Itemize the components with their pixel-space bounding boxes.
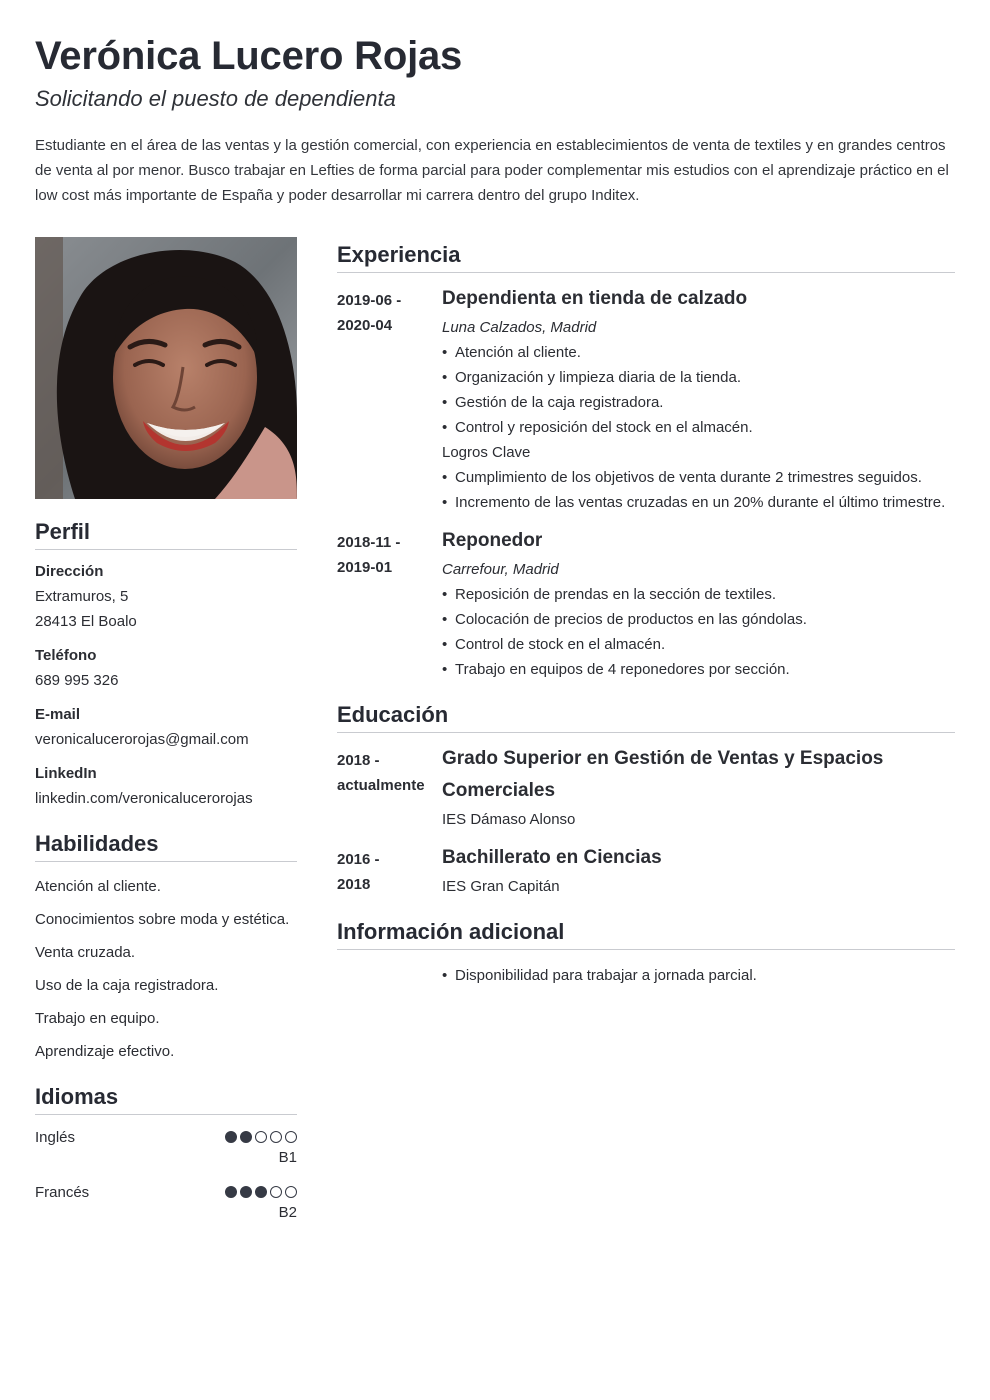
address-line1: Extramuros, 5 [35, 588, 129, 605]
duties-list [442, 340, 955, 440]
degree-title: Bachillerato en Ciencias [442, 847, 662, 868]
rating-dot-filled [225, 1131, 237, 1143]
experience-entry [337, 283, 955, 515]
skill-item: Atención al cliente. [35, 878, 161, 895]
date-start: 2018-11 - [337, 534, 401, 551]
additional-entry [337, 960, 955, 988]
achievement-item: • Cumplimiento de los objetivos de venta durante 2 trimestres seguidos. [442, 465, 955, 490]
skill-item: Trabajo en equipo. [35, 1010, 160, 1027]
rating-dot-filled [240, 1186, 252, 1198]
date-end: 2019-01 [337, 559, 393, 576]
date-start: 2016 - [337, 851, 380, 868]
duty-item: • Atención al cliente. [442, 340, 955, 365]
additional-list [442, 963, 955, 988]
language-row [35, 1125, 297, 1170]
skill-item: Venta cruzada. [35, 944, 136, 961]
rating-dot-empty [285, 1186, 297, 1198]
school-name: IES Dámaso Alonso [442, 811, 576, 828]
experience-section [337, 240, 955, 682]
skills-heading: Habilidades [35, 829, 297, 862]
rating-dot-filled [255, 1186, 267, 1198]
date-end: 2020-04 [337, 317, 393, 334]
linkedin-label: LinkedIn [35, 765, 97, 782]
job-objective: Solicitando el puesto de dependienta [35, 86, 396, 111]
employer: Carrefour, Madrid [442, 561, 559, 578]
duty-item: • Organización y limpieza diaria de la tienda. [442, 365, 955, 390]
duty-item: • Control de stock en el almacén. [442, 632, 955, 657]
education-heading: Educación [337, 700, 955, 733]
rating-dot-empty [270, 1131, 282, 1143]
date-start: 2019-06 - [337, 292, 402, 309]
additional-heading: Información adicional [337, 917, 955, 950]
additional-item: • Disponibilidad para trabajar a jornada parcial. [442, 963, 955, 988]
address-label: Dirección [35, 563, 104, 580]
rating-dot-filled [240, 1131, 252, 1143]
rating-dot-empty [285, 1131, 297, 1143]
entry-date [337, 525, 442, 682]
language-row [35, 1180, 297, 1225]
right-column [337, 240, 955, 988]
entry-date [337, 283, 442, 515]
email-value: veronicalucerorojas@gmail.com [35, 731, 249, 748]
language-level: B2 [278, 1204, 297, 1221]
duties-list [442, 582, 955, 682]
linkedin-value: linkedin.com/veronicalucerorojas [35, 790, 253, 807]
duty-item: • Control y reposición del stock en el almacén. [442, 415, 955, 440]
education-entry [337, 743, 955, 832]
experience-heading: Experiencia [337, 240, 955, 273]
education-entry [337, 842, 955, 899]
skills-list [35, 862, 297, 1064]
languages-heading: Idiomas [35, 1082, 297, 1115]
entry-date [337, 842, 442, 899]
achievements-label: Logros Clave [442, 444, 531, 461]
skill-item: Aprendizaje efectivo. [35, 1043, 175, 1060]
left-column [35, 237, 297, 1225]
phone-value: 689 995 326 [35, 672, 119, 689]
profile-heading: Perfil [35, 517, 297, 550]
achievements-list [442, 465, 955, 515]
degree-title: Grado Superior en Gestión de Ventas y Espacios Comerciales [442, 748, 884, 801]
candidate-name: Verónica Lucero Rojas [35, 34, 463, 78]
school-name: IES Gran Capitán [442, 878, 560, 895]
language-rating [225, 1180, 297, 1198]
employer: Luna Calzados, Madrid [442, 319, 597, 336]
job-title: Dependienta en tienda de calzado [442, 288, 748, 309]
skill-item: Conocimientos sobre moda y estética. [35, 911, 290, 928]
date-end: 2018 [337, 876, 371, 893]
duty-item: • Gestión de la caja registradora. [442, 390, 955, 415]
date-end: actualmente [337, 777, 425, 794]
entry-date [337, 743, 442, 832]
profile-photo [35, 237, 297, 499]
language-name: Francés [35, 1184, 90, 1201]
language-rating [225, 1125, 297, 1143]
phone-label: Teléfono [35, 647, 97, 664]
additional-section [337, 917, 955, 988]
skill-item: Uso de la caja registradora. [35, 977, 219, 994]
resume-header [35, 30, 955, 208]
duty-item: • Trabajo en equipos de 4 reponedores por sección. [442, 657, 955, 682]
summary-paragraph: Estudiante en el área de las ventas y la gestión comercial, con experiencia en establecimientos de venta de textiles y en grandes centros de venta al por menor. Busco trabajar en Lefties de forma parcial para poder complementar mis estudios con el aprendizaje práctico en el low cost más importante de España y poder desarrollar mi carrera dentro del grupo Inditex. [35, 137, 949, 204]
date-start: 2018 - [337, 752, 380, 769]
language-level: B1 [278, 1149, 297, 1166]
address-line2: 28413 El Boalo [35, 613, 137, 630]
job-title: Reponedor [442, 530, 543, 551]
rating-dot-empty [255, 1131, 267, 1143]
rating-dot-filled [225, 1186, 237, 1198]
education-section [337, 700, 955, 899]
rating-dot-empty [270, 1186, 282, 1198]
language-name: Inglés [35, 1129, 76, 1146]
duty-item: • Reposición de prendas en la sección de textiles. [442, 582, 955, 607]
experience-entry [337, 525, 955, 682]
achievement-item: • Incremento de las ventas cruzadas en un 20% durante el último trimestre. [442, 490, 955, 515]
email-label: E-mail [35, 706, 81, 723]
duty-item: • Colocación de precios de productos en las góndolas. [442, 607, 955, 632]
